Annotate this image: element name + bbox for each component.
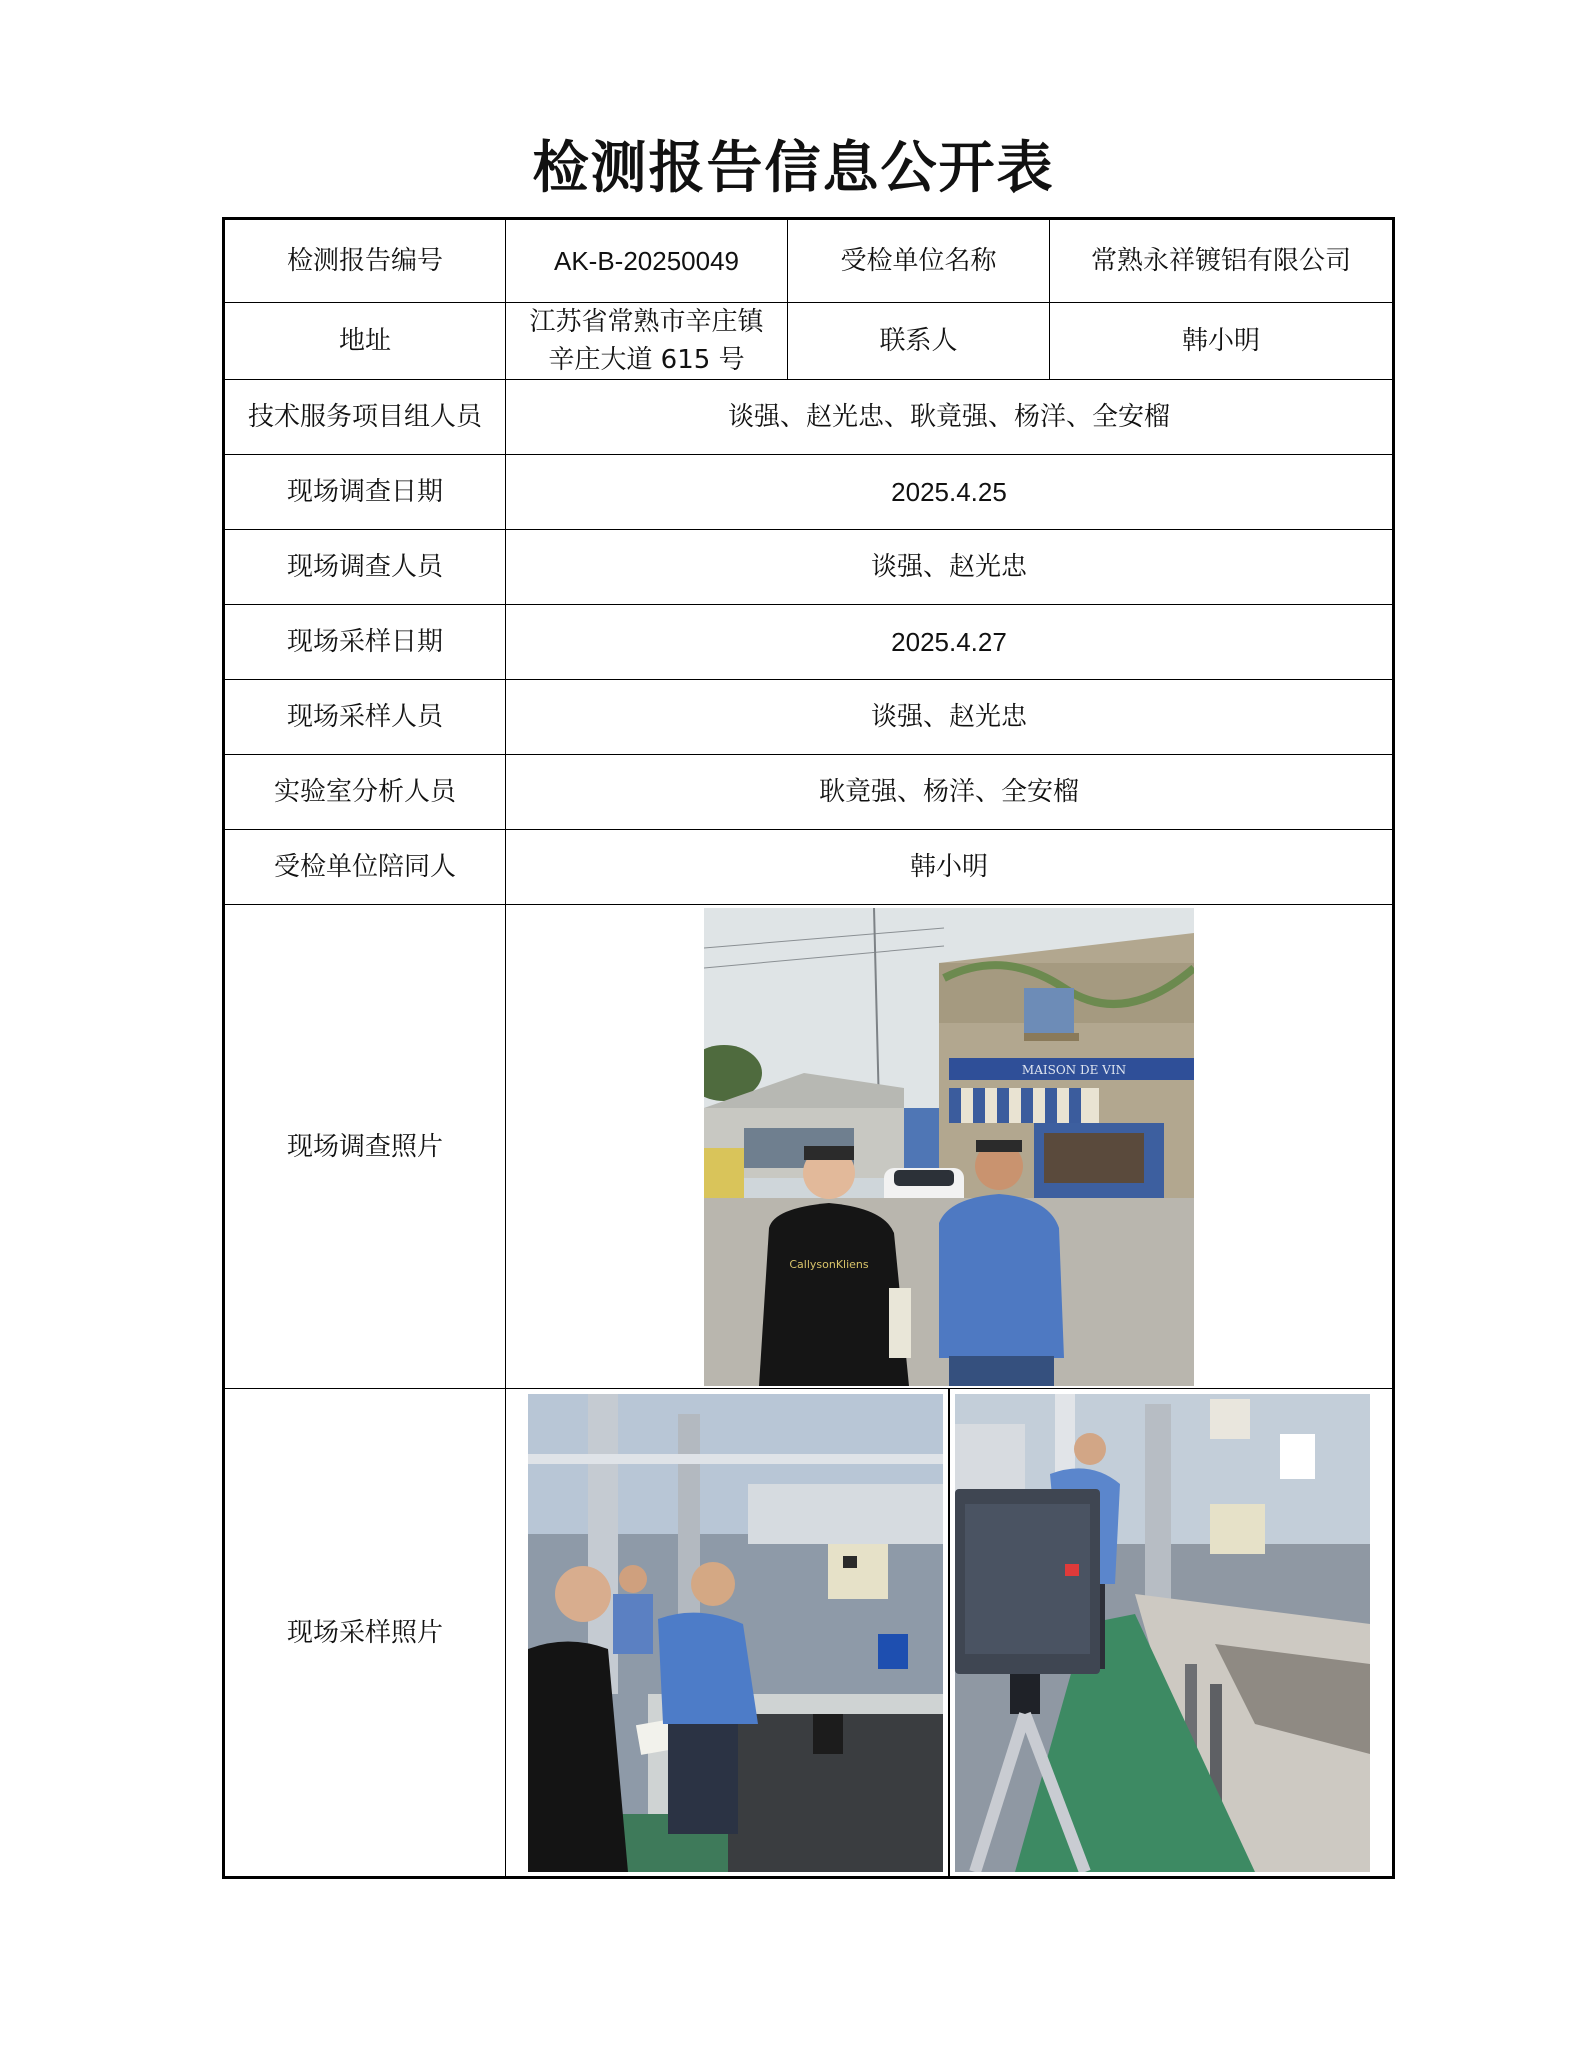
table-row xyxy=(224,380,1394,455)
survey-staff-label: 现场调查人员 xyxy=(224,530,506,605)
unit-name-value: 常熟永祥镀铝有限公司 xyxy=(1050,219,1394,303)
escort-value: 韩小明 xyxy=(506,830,1394,905)
survey-date-label: 现场调查日期 xyxy=(224,455,506,530)
photo-divider xyxy=(948,1389,950,1876)
sampling-photo-right xyxy=(955,1394,1370,1872)
table-row xyxy=(224,219,1394,303)
sampling-photo-pair xyxy=(514,1389,1384,1876)
address-value xyxy=(506,303,788,380)
table-row xyxy=(224,530,1394,605)
table-row xyxy=(224,905,1394,1389)
address-line-1: 江苏省常熟市辛庄镇 xyxy=(529,307,764,337)
contact-value: 韩小明 xyxy=(1050,303,1394,380)
survey-staff-value: 谈强、赵光忠 xyxy=(506,530,1394,605)
sampling-photo-left-image xyxy=(528,1394,943,1872)
document-title: 检测报告信息公开表 xyxy=(532,135,1055,201)
sampling-date-label: 现场采样日期 xyxy=(224,605,506,680)
sampling-date-value: 2025.4.27 xyxy=(506,605,1394,680)
shop-sign-text: MAISON DE VIN xyxy=(1021,1062,1127,1077)
report-info-table xyxy=(222,217,1395,1879)
address-label: 地址 xyxy=(224,303,506,380)
team-label: 技术服务项目组人员 xyxy=(224,380,506,455)
team-value: 谈强、赵光忠、耿竟强、杨洋、全安榴 xyxy=(506,380,1394,455)
report-no-value: AK-B-20250049 xyxy=(506,219,788,303)
survey-photo xyxy=(704,908,1194,1386)
shirt-text: CallysonKliens xyxy=(789,1257,869,1271)
table-row xyxy=(224,755,1394,830)
table-row xyxy=(224,605,1394,680)
table-row xyxy=(224,830,1394,905)
sampling-staff-label: 现场采样人员 xyxy=(224,680,506,755)
survey-photo-label: 现场调查照片 xyxy=(224,905,506,1389)
lab-staff-value: 耿竟强、杨洋、全安榴 xyxy=(506,755,1394,830)
table-row xyxy=(224,303,1394,380)
report-no-label: 检测报告编号 xyxy=(224,219,506,303)
survey-photo-image xyxy=(704,908,1194,1386)
unit-name-label: 受检单位名称 xyxy=(788,219,1050,303)
sampling-photo-label: 现场采样照片 xyxy=(224,1389,506,1878)
sampling-photo-cell xyxy=(506,1389,1394,1878)
lab-staff-label: 实验室分析人员 xyxy=(224,755,506,830)
table-row xyxy=(224,455,1394,530)
survey-photo-cell xyxy=(506,905,1394,1389)
survey-date-value: 2025.4.25 xyxy=(506,455,1394,530)
table-row xyxy=(224,680,1394,755)
sampling-staff-value: 谈强、赵光忠 xyxy=(506,680,1394,755)
table-row xyxy=(224,1389,1394,1878)
contact-label: 联系人 xyxy=(788,303,1050,380)
escort-label: 受检单位陪同人 xyxy=(224,830,506,905)
sampling-photo-right-image xyxy=(955,1394,1370,1872)
address-line-2: 辛庄大道 615 号 xyxy=(548,345,745,375)
sampling-photo-left xyxy=(528,1394,943,1872)
